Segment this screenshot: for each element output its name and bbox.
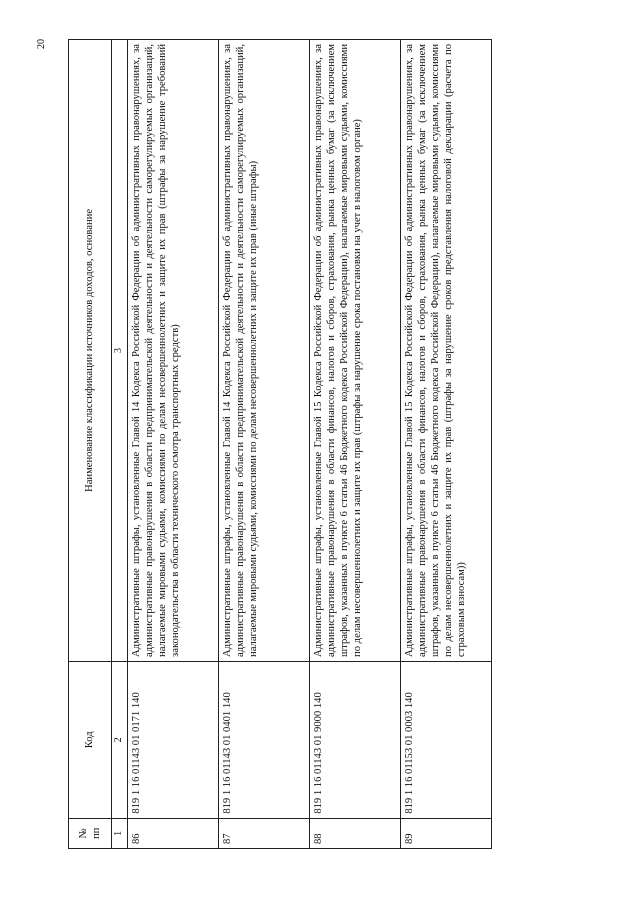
row-code: 819 1 16 01143 01 0171 140	[127, 661, 218, 818]
table-header-row	[69, 40, 112, 849]
row-number: 87	[218, 818, 309, 848]
column-index-1: 1	[112, 818, 128, 848]
income-classification-table	[68, 39, 492, 849]
table-row	[309, 40, 400, 849]
row-code: 819 1 16 01143 01 0401 140	[218, 661, 309, 818]
header-number: № пп	[69, 818, 112, 848]
row-description: Административные штрафы, установленные Главой 15 Кодекса Российской Федерации об административных правонарушениях, за административные правонарушения в области финансов, налогов и сборов, страхования, рынка ценных бумаг (за исключением штрафов, указанных в пункте 6 статьи 46 Бюджетного кодекса Российской Федерации), налагаемые мировыми судьями, комиссиями по делам несовершеннолетних и защите их прав (штрафы за нарушение срока постановки на учет в налоговом органе)	[309, 40, 400, 662]
row-description: Административные штрафы, установленные Главой 14 Кодекса Российской Федерации об административных правонарушениях, за административные правонарушения в области предпринимательской деятельности и деятельности саморегулируемых организаций, налагаемые мировыми судьями, комиссиями по делам несовершеннолетних и защите их прав (иные штрафы)	[218, 40, 309, 662]
column-index-row	[112, 40, 128, 849]
column-index-3: 3	[112, 40, 128, 662]
table-row	[218, 40, 309, 849]
column-index-2: 2	[112, 661, 128, 818]
row-number: 88	[309, 818, 400, 848]
row-number: 86	[127, 818, 218, 848]
page-number: 20	[36, 39, 47, 49]
row-number: 89	[400, 818, 491, 848]
header-code: Код	[69, 661, 112, 818]
header-name: Наименование классификации источников доходов, основание	[69, 40, 112, 662]
row-description: Административные штрафы, установленные Главой 14 Кодекса Российской Федерации об административных правонарушениях, за административные правонарушения в области предпринимательской деятельности и деятельности саморегулируемых организаций, налагаемые мировыми судьями, комиссиями по делам несовершеннолетних и защите их прав (штрафы за нарушение требований законодательства в области технического осмотра транспортных средств)	[127, 40, 218, 662]
row-code: 819 1 16 01143 01 9000 140	[309, 661, 400, 818]
row-code: 819 1 16 01153 01 0003 140	[400, 661, 491, 818]
rotated-table-container	[68, 39, 598, 849]
row-description: Административные штрафы, установленные Главой 15 Кодекса Российской Федерации об административных правонарушениях, за административные правонарушения в области финансов, налогов и сборов, страхования, рынка ценных бумаг (за исключением штрафов, указанных в пункте 6 статьи 46 Бюджетного кодекса Российской Федерации), налагаемые мировыми судьями, комиссиями по делам несовершеннолетних и защите их прав (штрафы за нарушение сроков представления налоговой декларации (расчета по страховым взносам))	[400, 40, 491, 662]
table-row	[400, 40, 491, 849]
table-row	[127, 40, 218, 849]
